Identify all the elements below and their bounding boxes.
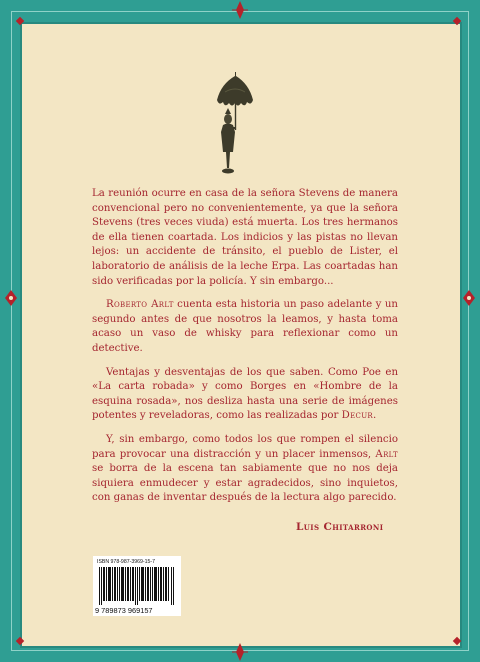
synopsis-text	[92, 187, 398, 515]
paragraph-4: Y, sin embargo, como todos los que rompen el silencio para provocar una distracción y un placer inmensos, Arlt se borra de la escena tan sabiamente que no nos deja siquiera enmudecer y estar agradecidos, sino inquietos, con ganas de inventar después de la lectura algo parecido.	[92, 433, 398, 504]
illustrator-name: Decur	[341, 410, 373, 422]
isbn-label: ISBN 978-987-3969-15-7	[97, 559, 155, 565]
paragraph-1: La reunión ocurre en casa de la señora Stevens de manera convencional pero no convenientemente, ya que la señora Stevens (tres veces viuda) está muerta. Los tres hermanos de ella tienen coartada. Los indicios y las pistas no llevan lejos: un accidente de tránsito, el pueblo de Lister, el laboratorio de análisis de la leche Erpa. Las coartadas han sido verificadas por la policía. Y sin embargo...	[92, 188, 398, 287]
right-ornament-icon	[461, 288, 477, 308]
left-ornament-icon	[3, 288, 19, 308]
figure-with-umbrella-icon	[205, 70, 269, 180]
paragraph-2: Roberto Arlt cuenta esta historia un paso adelante y un segundo antes de que nosotros la leamos, y hasta toma acaso un vaso de whisky para reflexionar como un detective.	[92, 299, 398, 354]
barcode-digits: 9 789873 969157	[95, 606, 153, 615]
barcode	[93, 556, 181, 616]
author-name: Arlt	[375, 448, 398, 460]
author-name: Roberto Arlt	[106, 299, 174, 311]
top-ornament-icon	[230, 0, 250, 20]
signature: Luis Chitarroni	[296, 521, 384, 533]
bottom-ornament-icon	[230, 642, 250, 662]
paragraph-3: Ventajas y desventajas de los que saben. Como Poe en «La carta robada» y como Borges en «Hombre de la esquina rosada», nos desliza hasta una serie de imágenes potentes y reveladoras, como las realizadas por Decur.	[92, 366, 398, 422]
barcode-bars-icon	[97, 567, 177, 605]
